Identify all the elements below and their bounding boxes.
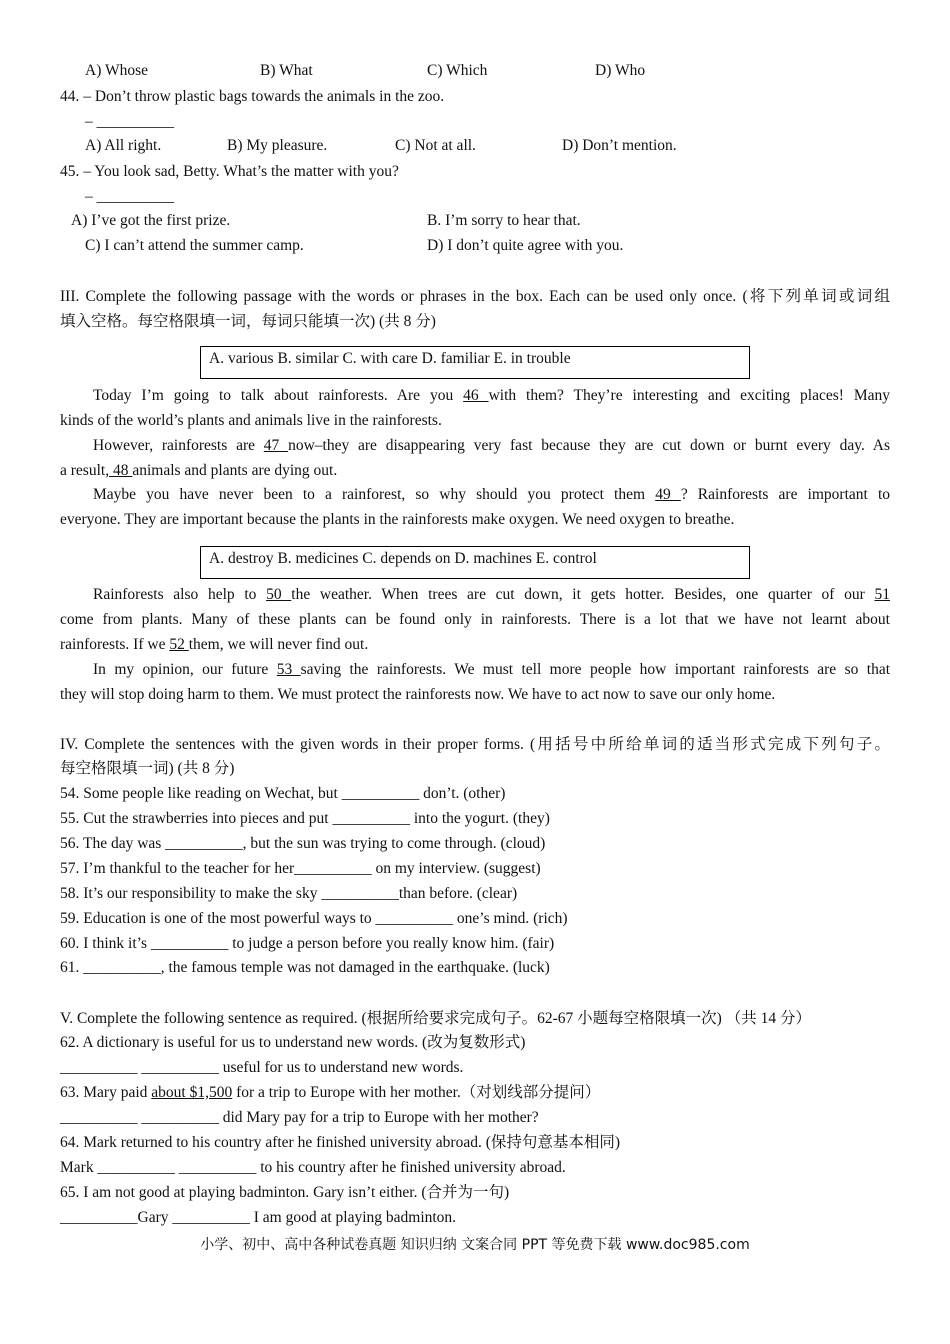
passage-p1-line1: Today I’m going to talk about rainforests. Are you 46 with them? They’re interesting and exciting places! Many xyxy=(93,387,890,404)
blank-48: 48 xyxy=(109,462,133,479)
word-box-2 xyxy=(200,546,750,579)
passage-p2-line1: However, rainforests are 47 now–they are disappearing very fast because they are cut down or burnt every day. As xyxy=(93,437,891,454)
blank-46: 46 xyxy=(463,387,489,404)
section3-heading-line1: III. Complete the following passage with the words or phrases in the box. Each can be used only once. (将下列单词或词组 xyxy=(60,288,890,305)
q43-option-d: D) Who xyxy=(595,62,646,79)
passage-p1-line2: kinds of the world’s plants and animals live in the rainforests. xyxy=(60,412,442,429)
word-box-1 xyxy=(200,346,750,379)
q63-answer: __________ __________ did Mary pay for a trip to Europe with her mother? xyxy=(60,1109,539,1126)
page-footer: 小学、初中、高中各种试卷真题 知识归纳 文案合同 PPT 等免费下载 www.doc985.com xyxy=(200,1237,750,1253)
q65-answer: __________Gary __________ I am good at playing badminton. xyxy=(60,1209,457,1226)
passage-p2-line2: a result, 48 animals and plants are dying out. xyxy=(60,462,338,479)
q43-option-a: A) Whose xyxy=(85,62,148,79)
q43-option-b: B) What xyxy=(260,62,313,79)
q44-option-c: C) Not at all. xyxy=(395,137,476,154)
q45-blank: – __________ xyxy=(85,188,175,205)
passage-p5-line1: In my opinion, our future 53 saving the rainforests. We must tell more people how important rainforests are so that xyxy=(93,661,891,678)
q45-option-b: B. I’m sorry to hear that. xyxy=(427,212,581,229)
section3-heading-line2: 填入空格。每空格限填一词，每词只能填一次) (共 8 分) xyxy=(60,313,436,330)
q44-question: 44. – Don’t throw plastic bags towards the animals in the zoo. xyxy=(60,88,445,105)
passage-p4-line1: Rainforests also help to 50 the weather. When trees are cut down, it gets hotter. Besides, one quarter of our 51 xyxy=(93,586,891,603)
passage-p4-line3: rainforests. If we 52 them, we will never find out. xyxy=(60,636,369,653)
section4-heading-line2: 每空格限填一词) (共 8 分) xyxy=(60,760,235,777)
q44-option-d: D) Don’t mention. xyxy=(562,137,677,154)
q61: 61. __________, the famous temple was not damaged in the earthquake. (luck) xyxy=(60,959,550,976)
q65: 65. I am not good at playing badminton. Gary isn’t either. (合并为一句) xyxy=(60,1184,510,1201)
blank-51: 51 xyxy=(874,586,891,603)
q54: 54. Some people like reading on Wechat, but __________ don’t. (other) xyxy=(60,785,506,802)
q43-option-c: C) Which xyxy=(427,62,488,79)
q45-option-c: C) I can’t attend the summer camp. xyxy=(85,237,304,254)
q44-option-b: B) My pleasure. xyxy=(227,137,328,154)
q62: 62. A dictionary is useful for us to understand new words. (改为复数形式) xyxy=(60,1034,526,1051)
q45-question: 45. – You look sad, Betty. What’s the matter with you? xyxy=(60,163,399,180)
q58: 58. It’s our responsibility to make the sky __________than before. (clear) xyxy=(60,885,518,902)
word-box-1-text: A. various B. similar C. with care D. familiar E. in trouble xyxy=(209,350,571,367)
section4-heading-line1: IV. Complete the sentences with the given words in their proper forms. (用括号中所给单词的适当形式完成下列句子。 xyxy=(60,736,890,753)
word-box-2-text: A. destroy B. medicines C. depends on D. machines E. control xyxy=(209,550,597,567)
q45-option-a: A) I’ve got the first prize. xyxy=(71,212,231,229)
q63-underlined: about $1,500 xyxy=(151,1084,233,1101)
q57: 57. I’m thankful to the teacher for her__________ on my interview. (suggest) xyxy=(60,860,541,877)
q64-answer: Mark __________ __________ to his country after he finished university abroad. xyxy=(60,1159,566,1176)
q44-blank: – __________ xyxy=(85,113,175,130)
q56: 56. The day was __________, but the sun was trying to come through. (cloud) xyxy=(60,835,546,852)
blank-50: 50 xyxy=(266,586,292,603)
q59: 59. Education is one of the most powerful ways to __________ one’s mind. (rich) xyxy=(60,910,568,927)
blank-47: 47 xyxy=(263,437,289,454)
blank-52: 52 xyxy=(169,636,189,653)
q55: 55. Cut the strawberries into pieces and put __________ into the yogurt. (they) xyxy=(60,810,550,827)
q60: 60. I think it’s __________ to judge a person before you really know him. (fair) xyxy=(60,935,555,952)
passage-p4-line2: come from plants. Many of these plants can be found only in rainforests. There is a lot that we have not learnt about xyxy=(60,611,890,628)
blank-53: 53 xyxy=(276,661,301,678)
passage-p3-line2: everyone. They are important because the plants in the rainforests make oxygen. We need oxygen to breathe. xyxy=(60,511,735,528)
q44-option-a: A) All right. xyxy=(85,137,162,154)
passage-p3-line1: Maybe you have never been to a rainforest, so why should you protect them 49 ? Rainforests are important to xyxy=(93,486,891,503)
q64: 64. Mark returned to his country after he finished university abroad. (保持句意基本相同) xyxy=(60,1134,621,1151)
blank-49: 49 xyxy=(655,486,681,503)
passage-p5-line2: they will stop doing harm to them. We must protect the rainforests now. We have to act now to save our only home. xyxy=(60,686,776,703)
section5-heading: V. Complete the following sentence as required. (根据所给要求完成句子。62-67 小题每空格限填一次) （共 14 分） xyxy=(60,1010,811,1027)
q62-answer: __________ __________ useful for us to understand new words. xyxy=(60,1059,464,1076)
q45-option-d: D) I don’t quite agree with you. xyxy=(427,237,624,254)
q63: 63. Mary paid about $1,500 for a trip to Europe with her mother.（对划线部分提问） xyxy=(60,1084,601,1101)
